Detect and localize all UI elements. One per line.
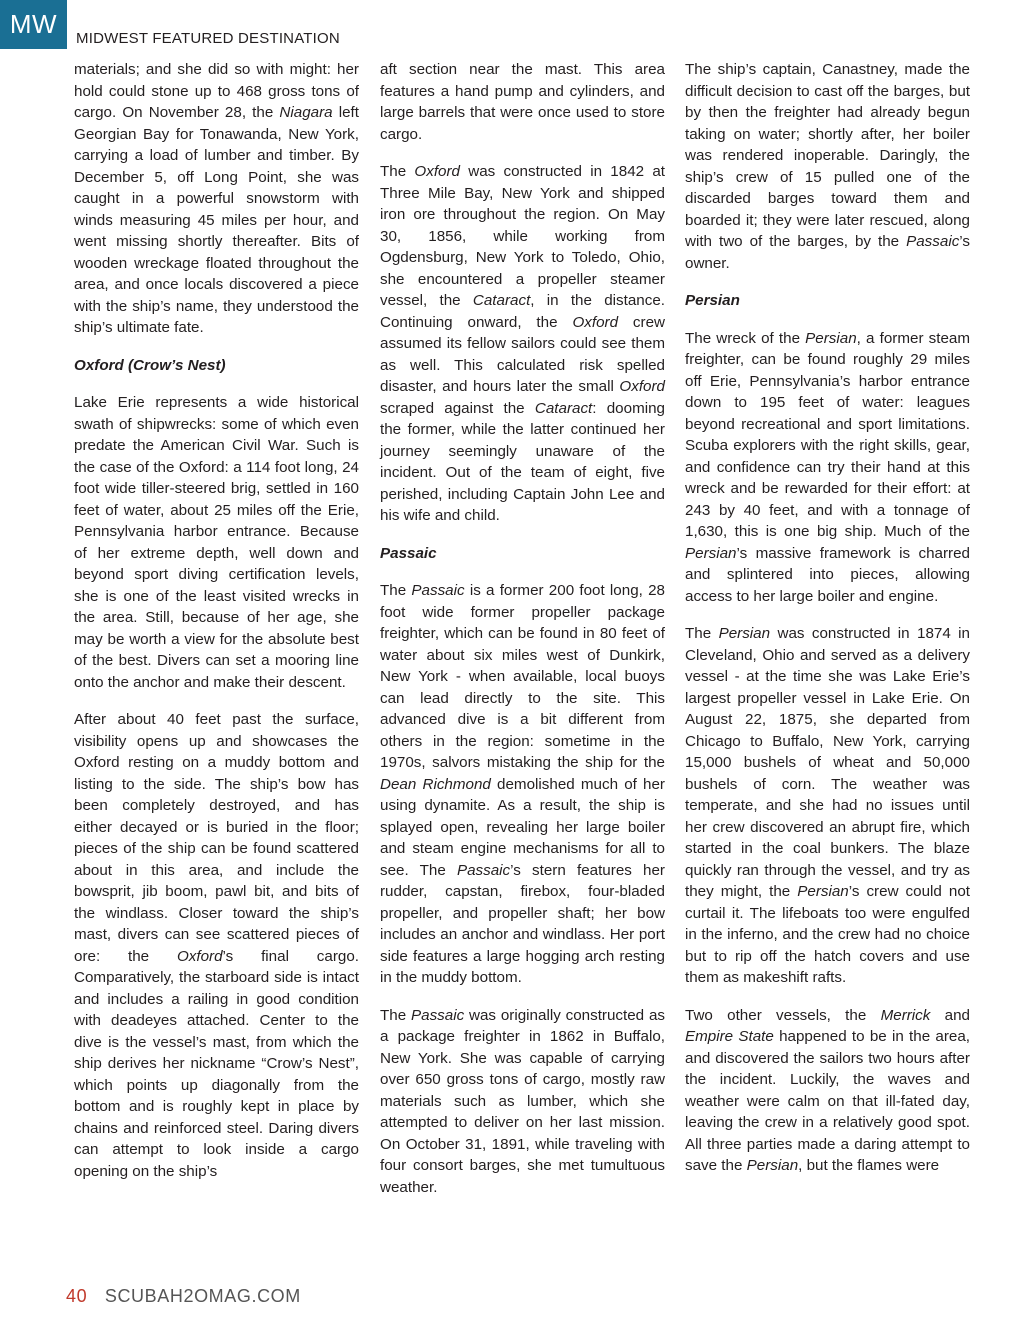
article-column-3: [685, 59, 970, 1193]
page-number: 40: [66, 1286, 88, 1306]
body-paragraph: After about 40 feet past the surface, visibility opens up and showcases the Oxford resting on a muddy bottom and listing to the side. The ship’s bow has been completely destroyed, and has either decayed or is buried in the floor; pieces of the ship can be found scattered about in this area, and include the bowsprit, jib boom, pawl bit, and bits of the windlass. Closer toward the ship’s mast, divers can see scattered pieces of ore: the Oxford’s final cargo. Comparatively, the starboard side is intact and includes a railing in good condition with deadeyes attached. Center to the dive is the vessel’s mast, from which the ship derives her nickname “Crow’s Nest”, which points up diagonally from the bottom and is roughly kept in place by chains and reinforced steel. Daring divers can attempt to look inside a cargo opening on the ship’s: [74, 711, 359, 1180]
body-paragraph: The Persian was constructed in 1874 in Cleveland, Ohio and served as a delivery vessel - at the time she was Lake Erie’s largest propeller vessel in Lake Erie. On August 22, 1875, she departed from Chicago to Buffalo, New York, carrying 15,000 bushels of wheat and 50,000 bushels of corn. The weather was temperate, and she had no issues until her crew discovered an abrupt fire, which started in the coal bunkers. The blaze quickly ran through the vessel, and try as they might, the Persian’s crew could not curtail it. The lifeboats too were engulfed in the inferno, and the crew had no choice but to rip off the hatch covers and use them as makeshift rafts.: [685, 625, 971, 986]
body-paragraph: aft section near the mast. This area features a hand pump and cylinders, and large barrels that were once used to store cargo.: [380, 61, 665, 143]
section-label: MIDWEST FEATURED DESTINATION: [76, 30, 340, 47]
page-footer: [66, 1286, 301, 1307]
section-subheading: Oxford (Crow’s Nest): [74, 356, 226, 374]
body-paragraph: Two other vessels, the Merrick and Empire State happened to be in the area, and discovered the sailors two hours after the incident. Luckily, the waves and weather were calm on that ill-fated day, leaving the crew in a relatively good spot. All three parties made a daring attempt to save the Persian, but the flames were: [685, 1006, 971, 1174]
article-column-2: [380, 59, 665, 1214]
section-subheading: Persian: [685, 292, 740, 309]
body-paragraph: Lake Erie represents a wide historical swath of shipwrecks: some of which even predate the American Civil War. Such is the case of the Oxford: a 114 foot long, 24 foot wide tiller-steered brig, settled in 160 feet of water, about 25 miles off the Erie, Pennsylvania harbor entrance. Because of her extreme depth, well down and beyond sport diving certification levels, she is one of the least visited wrecks in the area. Still, because of her age, she may be worth a view for the absolute best of the best. Divers can set a mooring line onto the anchor and make their descent.: [74, 394, 359, 691]
body-paragraph: The Passaic is a former 200 foot long, 28 foot wide former propeller package freighter, which can be found in 80 feet of water about six miles west of Dunkirk, New York - when available, local buoys can lead directly to the site. This advanced dive is a bit different from others in the region: sometime in the 1970s, salvors mistaking the ship for the Dean Richmond demolished much of her using dynamite. As a result, the ship is splayed open, revealing her large boiler and steam engine mechanisms for all to see. The Passaic’s stern features her rudder, capstan, firebox, four-bladed propeller, and propeller shaft; her bow includes an anchor and windlass. Her port side features a large hogging arch resting in the muddy bottom.: [380, 582, 665, 986]
article-column-1: [74, 59, 359, 1198]
body-paragraph: The wreck of the Persian, a former steam freighter, can be found roughly 29 miles off Erie, Pennsylvania’s harbor entrance down to 195 feet of water: leagues beyond recreational and sport limitations. Scuba explorers with the right skills, gear, and confidence can try their hand at this wreck and be rewarded for their effort: at 243 by 40 feet, and with a tonnage of 1,630, this is one big ship. Much of the Persian’s massive framework is charred and splintered into pieces, allowing access to her large boiler and engine.: [685, 329, 970, 605]
section-badge: MW: [0, 0, 67, 49]
section-subheading: Passaic: [380, 544, 437, 562]
site-url: SCUBAH2OMAG.COM: [104, 1286, 301, 1306]
body-paragraph: materials; and she did so with might: her hold could stone up to 468 gross tons of cargo. On November 28, the Niagara left Georgian Bay for Tonawanda, New York, carrying a load of lumber and timber. By December 5, off Long Point, she was caught in a powerful snowstorm with winds measuring 45 miles per hour, and went missing shortly thereafter. Bits of wooden wreckage floated throughout the area, and once locals discovered a piece with the ship’s name, they understood the ship’s ultimate fate.: [74, 61, 360, 336]
body-paragraph: The Passaic was originally constructed as a package freighter in 1862 in Buffalo, New York. She was capable of carrying over 650 gross tons of cargo, mostly raw materials such as lumber, which she attempted to deliver on her last mission. On October 31, 1891, while traveling with four consort barges, she met tumultuous weather.: [380, 1006, 665, 1196]
body-paragraph: The ship’s captain, Canastney, made the difficult decision to cast off the barges, but by then the freighter had already begun taking on water; shortly after, her boiler was rendered inoperable. Daringly, the ship’s crew of 15 pulled one of the discarded barges toward them and boarded it; they were later rescued, along with two of the barges, by the Passaic’s owner.: [685, 61, 970, 272]
body-paragraph: The Oxford was constructed in 1842 at Three Mile Bay, New York and shipped iron ore throughout the region. On May 30, 1856, while working from Ogdensburg, New York to Toledo, Ohio, she encountered a propeller steamer vessel, the Cataract, in the distance. Continuing onward, the Oxford crew assumed its fellow sailors could see them as well. This calculated risk spelled disaster, and hours later the small Oxford scraped against the Cataract: dooming the former, while the latter continued her journey seemingly unaware of the incident. Out of the team of eight, five perished, including Captain John Lee and his wife and child.: [380, 163, 666, 524]
